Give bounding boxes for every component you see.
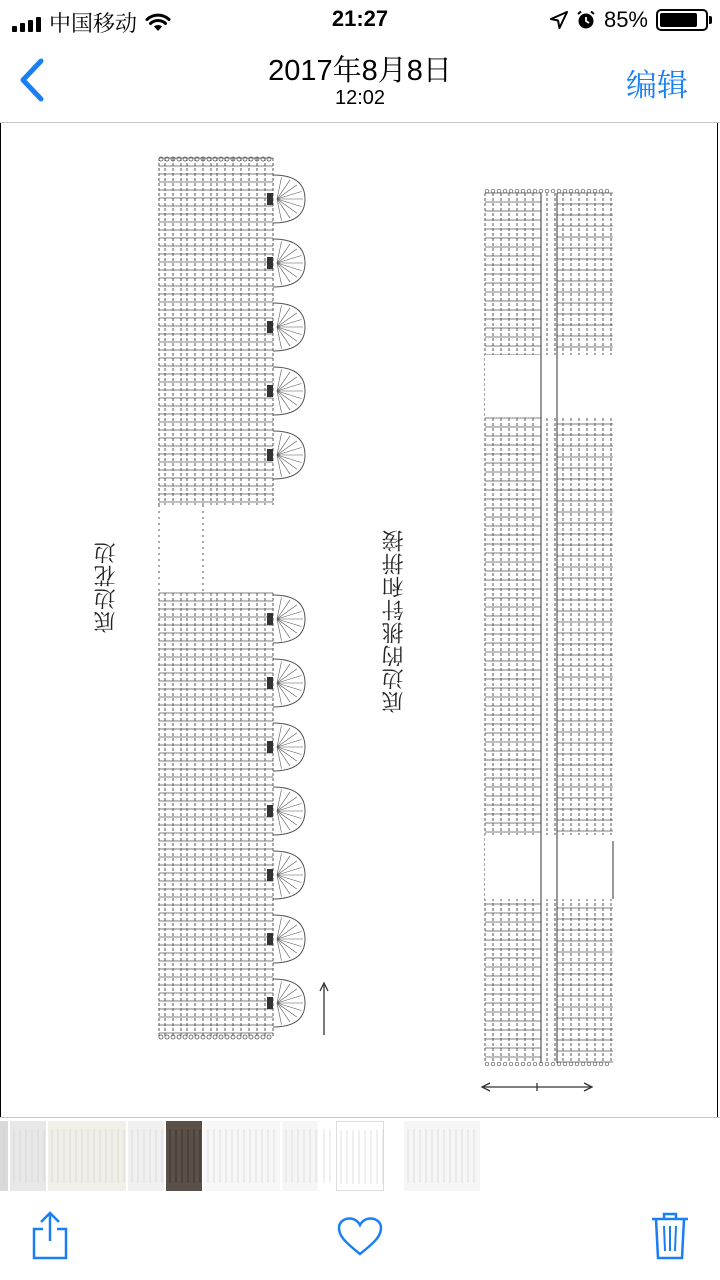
bottom-toolbar [0,1193,720,1280]
carrier-label: 中国移动 [49,11,138,36]
edit-button[interactable]: 编辑 [626,68,688,103]
share-icon[interactable] [30,1211,70,1261]
thumbnail[interactable] [166,1121,202,1191]
label-border-pickup-joining: 底边的挑针和拼接 [382,529,407,713]
thumbnail[interactable] [10,1121,46,1191]
battery-percent: 85% [603,7,648,32]
thumbnail[interactable] [0,1121,8,1191]
alarm-icon [576,10,596,30]
photo-viewer[interactable] [0,122,720,1118]
status-right [550,7,708,33]
thumbnail[interactable] [336,1121,384,1191]
label-border-lace: 底边花边 [94,541,119,633]
thumbnail[interactable] [128,1121,164,1191]
thumbnail[interactable] [320,1121,334,1191]
photo-time-subtitle: 12:02 [334,87,386,109]
status-bar [0,0,720,40]
battery-icon [656,9,708,31]
photo-date-title: 2017年8月8日 [268,55,452,87]
thumbnail[interactable] [282,1121,318,1191]
photo-image[interactable] [0,123,718,1117]
clock: 21:27 [331,6,389,31]
thumbnail-strip[interactable] [0,1119,720,1193]
trash-icon[interactable] [650,1211,690,1261]
battery-fill [660,13,697,27]
heart-icon[interactable] [337,1217,383,1257]
thumbnail[interactable] [404,1121,480,1191]
location-arrow-icon [550,11,568,29]
thumbnail[interactable] [204,1121,280,1191]
thumbnail[interactable] [48,1121,126,1191]
nav-bar [0,40,720,122]
